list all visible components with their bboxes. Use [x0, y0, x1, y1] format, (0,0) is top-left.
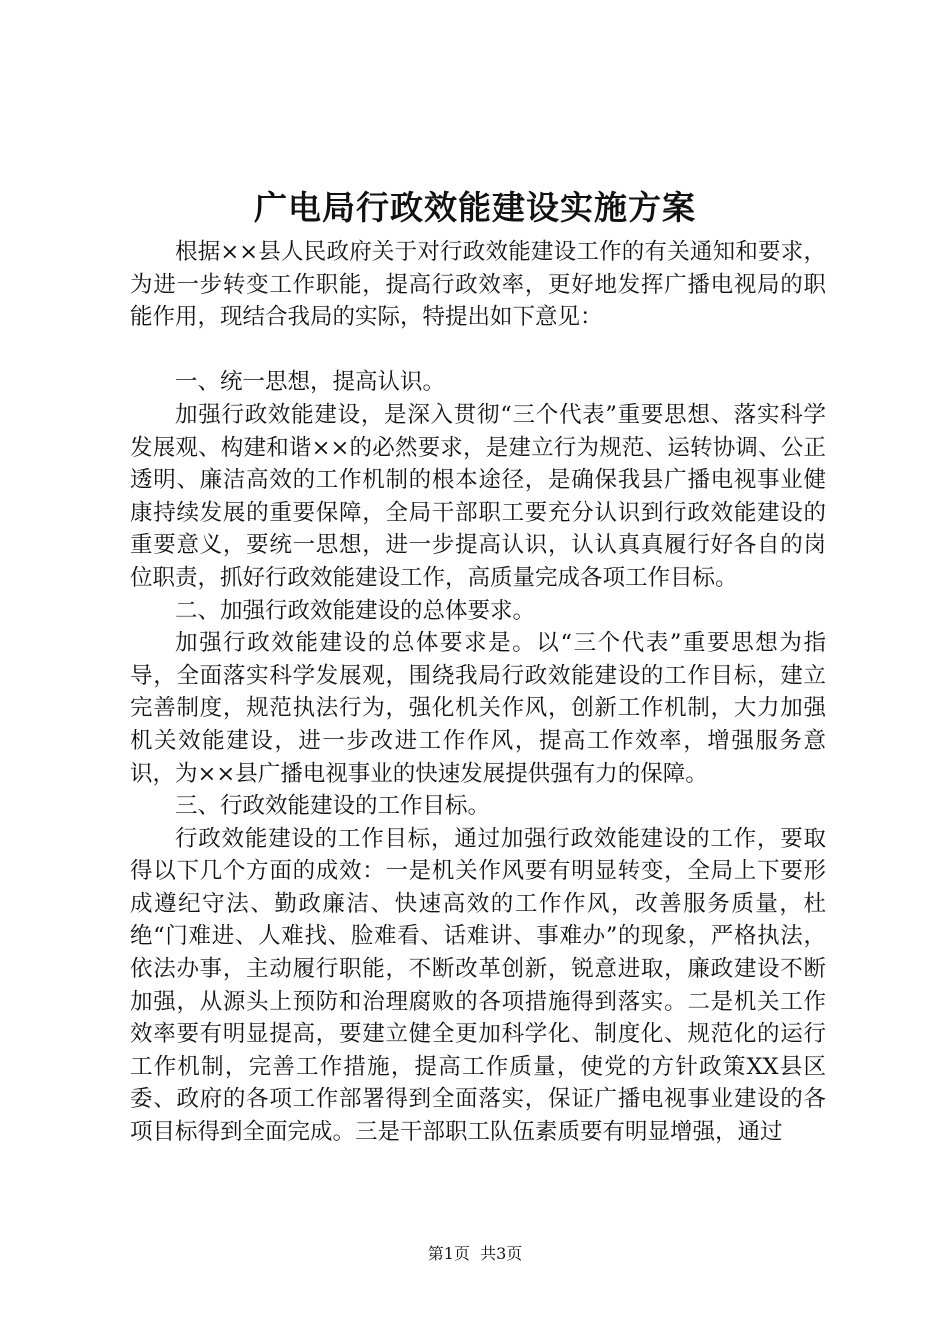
document-title: 广电局行政效能建设实施方案	[254, 188, 696, 227]
section-paragraph-1: 加强行政效能建设，是深入贯彻“三个代表”重要思想、落实科学发展观、构建和谐××的必然要求，是建立行为规范、运转协调、公正透明、廉洁高效的工作机制的根本途径，是确保我县广播电视事业健康持续发展的重要保障，全局干部职工要充分认识到行政效能建设的重要意义，要统一思想，进一步提高认识，认认真真履行好各自的岗位职责，抓好行政效能建设工作，高质量完成各项工作目标。	[130, 401, 826, 591]
page-number: 第1页	[427, 1244, 470, 1263]
intro-paragraph: 根据××县人民政府关于对行政效能建设工作的有关通知和要求，为进一步转变工作职能，提高行政效率，更好地发挥广播电视局的职能作用，现结合我局的实际，特提出如下意见：	[130, 239, 826, 331]
section-heading-3: 三、行政效能建设的工作目标。	[175, 793, 491, 820]
section-paragraph-2: 加强行政效能建设的总体要求是。以“三个代表”重要思想为指导，全面落实科学发展观，围绕我局行政效能建设的工作目标，建立完善制度，规范执法行为，强化机关作风，创新工作机制，大力加强机关效能建设，进一步改进工作作风，提高工作效率，增强服务意识，为××县广播电视事业的快速发展提供强有力的保障。	[130, 630, 826, 787]
section-paragraph-3: 行政效能建设的工作目标，通过加强行政效能建设的工作，要取得以下几个方面的成效：一是机关作风要有明显转变，全局上下要形成遵纪守法、勤政廉洁、快速高效的工作作风，改善服务质量，杜绝“门难进、人难找、脸难看、话难讲、事难办”的现象，严格执法，依法办事，主动履行职能，不断改革创新，锐意进取，廉政建设不断加强，从源头上预防和治理腐败的各项措施得到落实。二是机关工作效率要有明显提高，要建立健全更加科学化、制度化、规范化的运行工作机制，完善工作措施，提高工作质量，使党的方针政策XX县区委、政府的各项工作部署得到全面落实，保证广播电视事业建设的各项目标得到全面完成。三是干部职工队伍素质要有明显增强，通过	[130, 825, 826, 1146]
section-heading-2: 二、加强行政效能建设的总体要求。	[175, 597, 536, 624]
footer-separator	[470, 1244, 480, 1263]
blank-line	[130, 334, 826, 367]
page-total: 共3页	[480, 1244, 523, 1263]
page-footer	[0, 1243, 950, 1265]
section-heading-1: 一、统一思想，提高认识。	[175, 369, 446, 396]
document-body	[130, 236, 826, 1149]
